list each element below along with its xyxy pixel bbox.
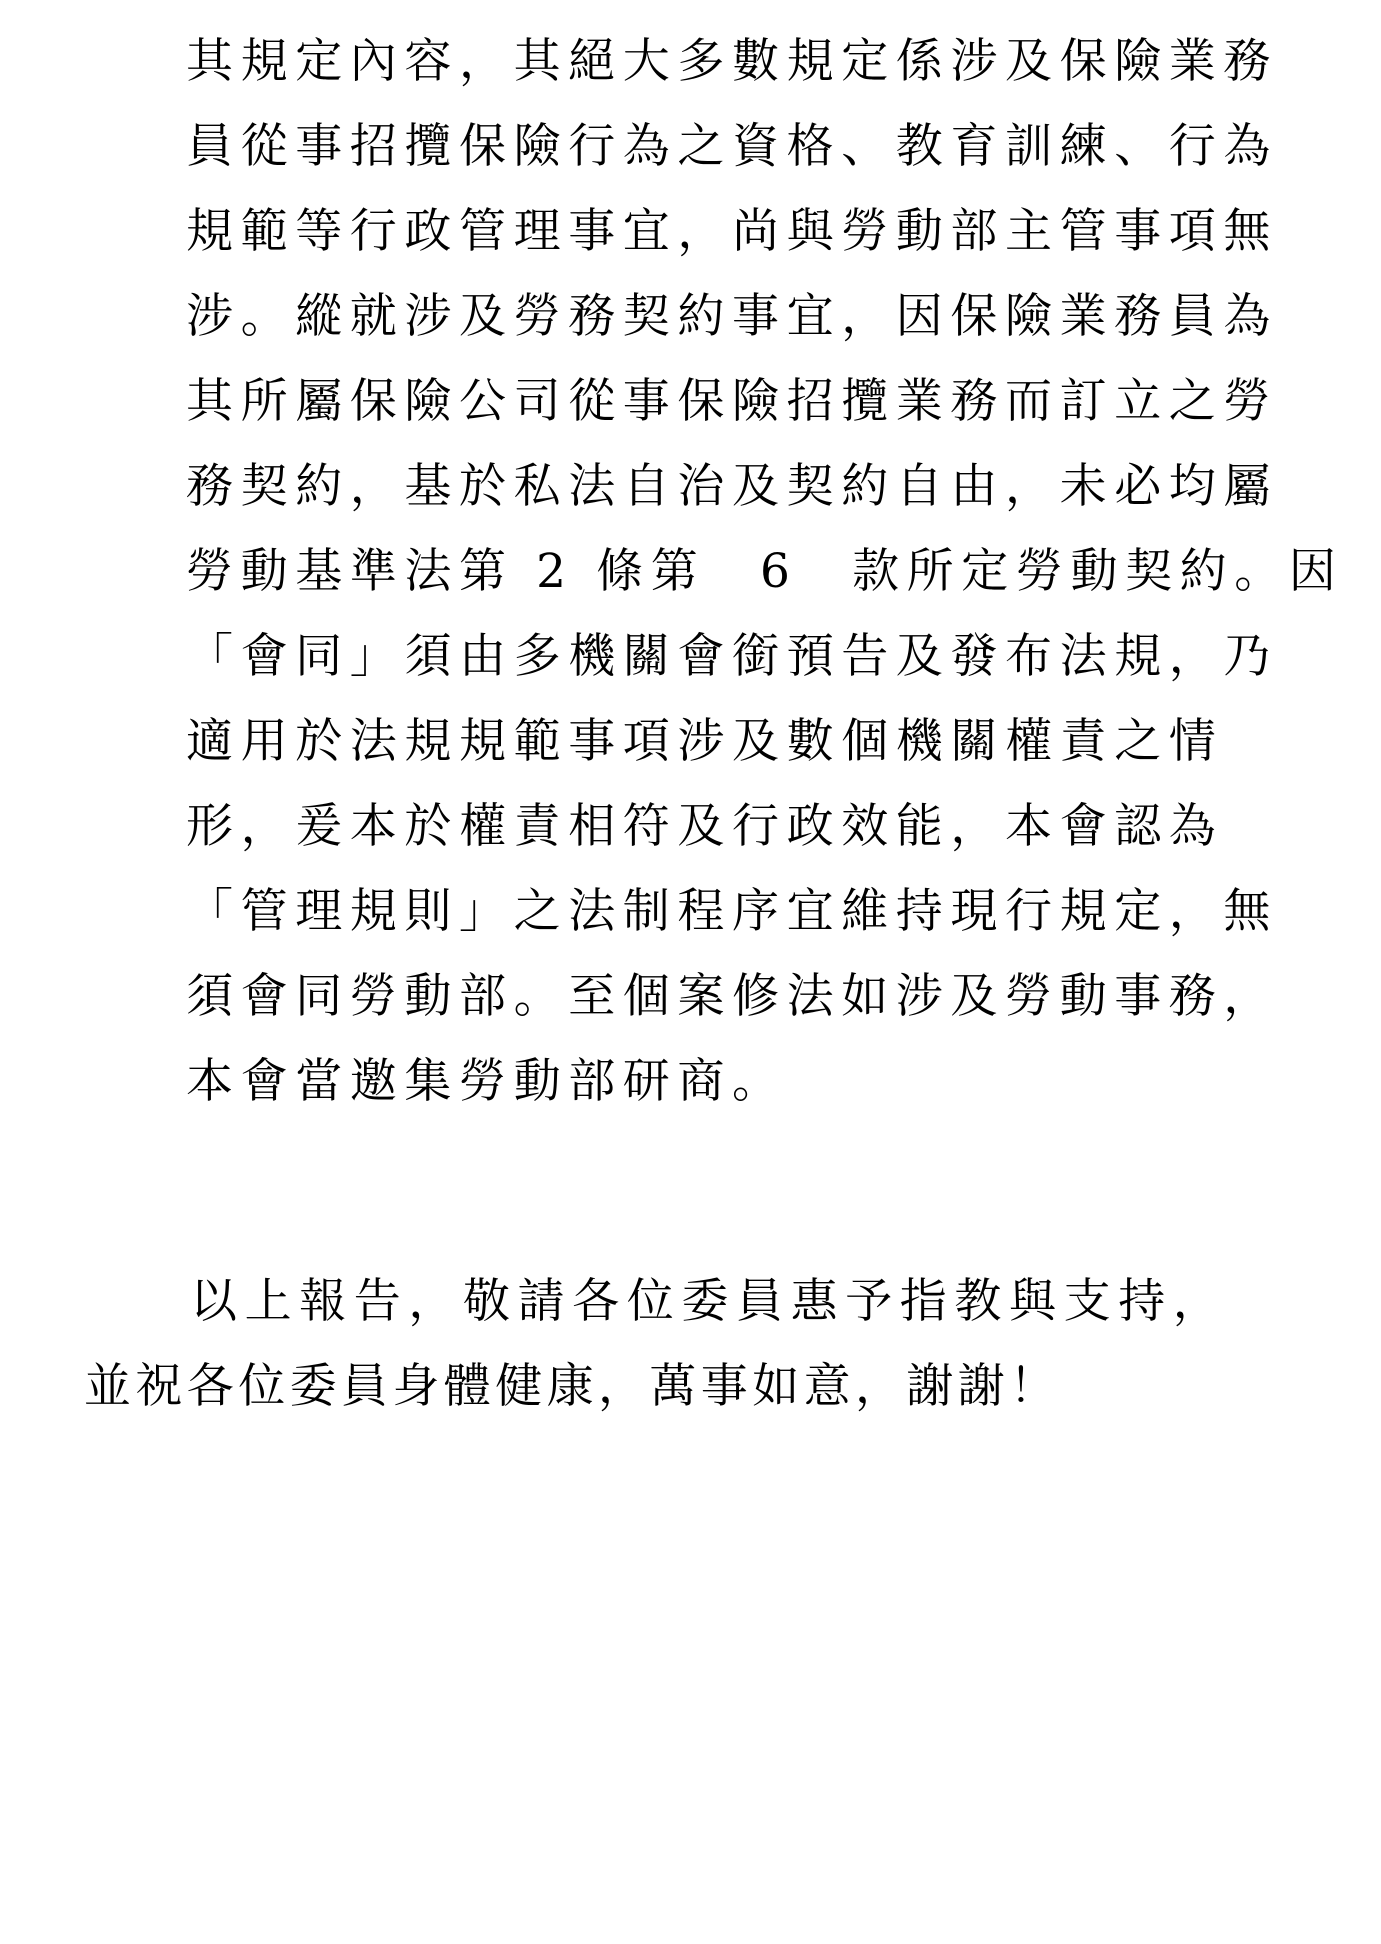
paragraph-line: 涉。縱就涉及勞務契約事宜，因保險業務員為 [186,289,1278,344]
closing-line: 並祝各位委員身體健康，萬事如意，謝謝！ [84,1359,1061,1414]
paragraph-line: 員從事招攬保險行為之資格、教育訓練、行為 [186,119,1278,174]
paragraph-line: 規範等行政管理事宜，尚與勞動部主管事項無 [186,204,1278,259]
paragraph-line: 須會同勞動部。至個案修法如涉及勞動事務， [186,969,1278,1024]
paragraph-line: 本會當邀集勞動部研商。 [186,1054,787,1109]
paragraph-line: 形，爰本於權責相符及行政效能，本會認為 [186,799,1224,854]
paragraph-line: 適用於法規規範事項涉及數個機關權責之情 [186,714,1224,769]
closing-line: 以上報告，敬請各位委員惠予指教與支持， [190,1274,1228,1329]
paragraph-line: 其規定內容，其絕大多數規定係涉及保險業務 [186,34,1278,89]
paragraph-line: 勞動基準法第 2 條第 6 款所定勞動契約。因 [186,544,1344,599]
paragraph-line: 「管理規則」之法制程序宜維持現行規定，無 [186,884,1278,939]
paragraph-line: 「會同」須由多機關會銜預告及發布法規，乃 [186,629,1278,684]
paragraph-line: 其所屬保險公司從事保險招攬業務而訂立之勞 [186,374,1278,429]
paragraph-line: 務契約，基於私法自治及契約自由，未必均屬 [186,459,1278,514]
